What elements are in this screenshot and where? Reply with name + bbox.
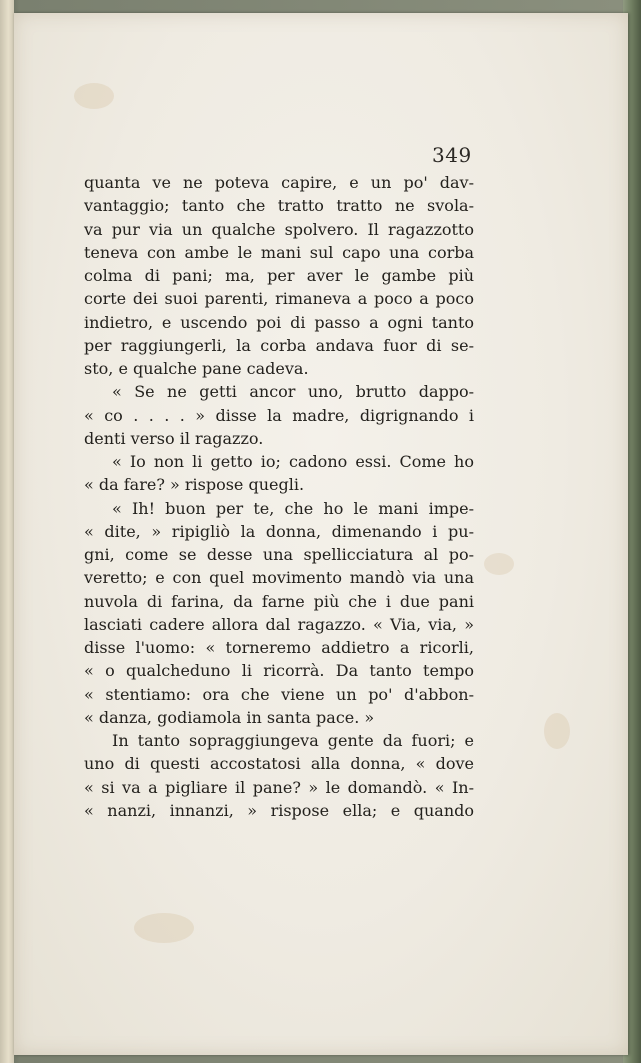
text-line: « Ih! buon per te, che ho le mani impe- <box>112 498 474 518</box>
text-line: teneva con ambe le mani sul capo una corba <box>84 242 474 262</box>
text-line: « Se ne getti ancor uno, brutto dappo- <box>112 382 474 402</box>
text-line: gni, come se desse una spellicciatura al po- <box>84 545 474 564</box>
text-line: uno di questi accostatosi alla donna, « dove <box>84 754 474 774</box>
book-page <box>14 13 628 1055</box>
text-line: « Io non li getto io; cadono essi. Come ho <box>112 452 474 471</box>
text-line: In tanto sopraggiungeva gente da fuori; e <box>112 731 474 750</box>
text-line: va pur via un qualche spolvero. Il ragazzotto <box>84 219 474 239</box>
text-line: lasciati cadere allora dal ragazzo. « Via, via, » <box>84 614 474 634</box>
foxing-stain <box>544 713 570 749</box>
text-line: per raggiungerli, la corba andava fuor di se- <box>84 335 474 355</box>
foxing-stain <box>134 913 194 943</box>
foxing-stain <box>484 553 514 575</box>
text-line: « si va a pigliare il pane? » le domandò. « In- <box>84 777 474 797</box>
text-line: « stentiamo: ora che viene un po' d'abbon- <box>84 684 474 704</box>
text-line: indietro, e uscendo poi di passo a ogni tanto <box>84 312 474 332</box>
text-line: quanta ve ne poteva capire, e un po' dav- <box>84 173 474 192</box>
text-line: vantaggio; tanto che tratto tratto ne svola- <box>84 196 474 216</box>
text-line: sto, e qualche pane cadeva. <box>84 359 309 378</box>
text-line: disse l'uomo: « torneremo addietro a ricorli, <box>84 638 474 657</box>
page-number: 349 <box>432 143 472 167</box>
text-line: « co . . . . » disse la madre, digrignando i <box>84 405 474 425</box>
foxing-stain <box>74 83 114 109</box>
text-line: « dite, » ripigliò la donna, dimenando i pu- <box>84 521 474 541</box>
text-line: colma di pani; ma, per aver le gambe più <box>84 266 474 285</box>
left-book-edge <box>0 0 14 1063</box>
text-line: « nanzi, innanzi, » rispose ella; e quando <box>84 800 474 820</box>
text-line: veretto; e con quel movimento mandò via una <box>84 568 474 588</box>
text-line: denti verso il ragazzo. <box>84 428 264 448</box>
body-text <box>84 171 474 822</box>
text-line: « da fare? » rispose quegli. <box>84 475 305 495</box>
text-line: corte dei suoi parenti, rimaneva a poco a poco <box>84 289 474 309</box>
text-line: nuvola di farina, da farne più che i due pani <box>84 591 474 611</box>
text-line: « danza, godiamola in santa pace. » <box>84 707 375 727</box>
text-line: « o qualcheduno li ricorrà. Da tanto tempo <box>84 661 474 681</box>
